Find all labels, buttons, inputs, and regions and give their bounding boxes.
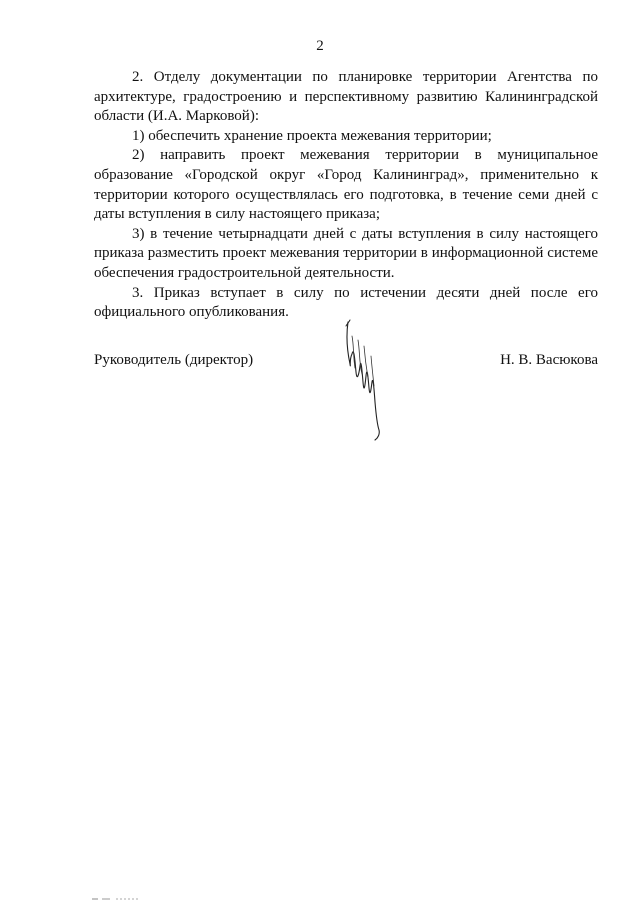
paragraph-clause-2: 2. Отделу документации по планировке территории Агентства по архитектуре, градостроению и перспективному развитию Калининградской области (И.А. Марковой): <box>94 69 598 125</box>
paragraph-item-2: 2) направить проект межевания территории в муниципальное образование «Городской округ «Город Калининград», применительно к территории которого осуществлялась его подготовка, в течение семи дней с даты вступления в силу настоящего приказа; <box>94 147 598 223</box>
document-body <box>94 68 598 323</box>
signer-position: Руководитель (директор) <box>94 352 254 368</box>
page-number: 2 <box>316 38 324 54</box>
scan-footer-mark <box>92 897 172 901</box>
paragraph-clause-3: 3. Приказ вступает в силу по истечении десяти дней после его официального опубликования. <box>94 284 598 321</box>
signer-name: Н. В. Васюкова <box>500 352 598 368</box>
paragraph-item-1: 1) обеспечить хранение проекта межевания территории; <box>132 127 492 144</box>
handwritten-signature <box>338 316 390 444</box>
paragraph-item-3: 3) в течение четырнадцати дней с даты вступления в силу настоящего приказа разместить проект межевания территории в информационной системе обеспечения градостроительной деятельности. <box>94 225 598 281</box>
